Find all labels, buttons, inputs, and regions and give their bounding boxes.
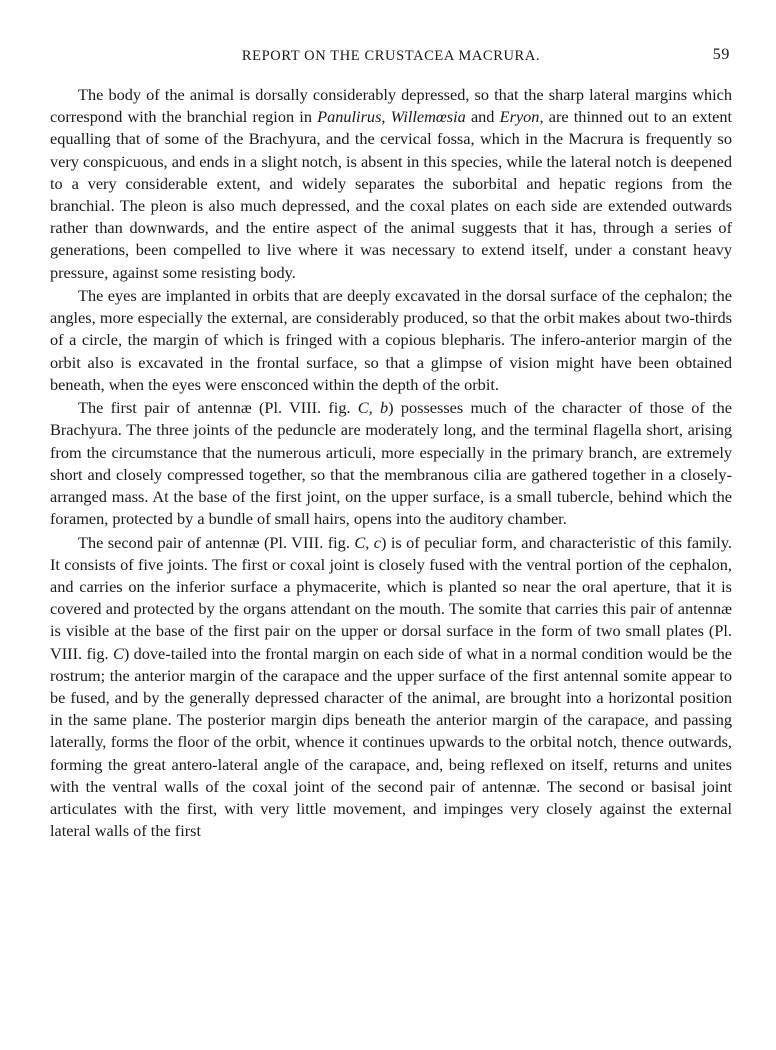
- italic-text-run: Willemœsia: [390, 107, 466, 127]
- italic-text-run: Eryon: [499, 107, 540, 127]
- book-page: [50, 36, 732, 844]
- body-text: [50, 84, 732, 842]
- italic-text-run: C: [112, 643, 124, 663]
- text-run: The first pair of antennæ (Pl. VIII. fig.: [78, 398, 358, 418]
- italic-text-run: Panulirus: [317, 107, 382, 127]
- text-run: ) dove-tailed into the frontal margin on each side of what in a normal condition would be the rostrum; the anterior margin of the carapace and the upper surface of the first antennal somite appear to be fused, and by the generally depressed character of the animal, are brought into a horizontal position in the same plane. The posterior margin dips beneath the anterior margin of the carapace, and passing laterally, forms the floor of the orbit, whence it continues upwards to the orbital notch, thence outwards, forming the great antero-lateral angle of the carapace, and, being reflexed on itself, returns and unites with the ventral walls of the coxal joint of the second pair of antennæ. The second or basisal joint articulates with the first, with very little movement, and impinges very closely against the external lateral walls of the first: [50, 643, 733, 841]
- paragraph-second-antennae: [50, 532, 732, 843]
- running-title: REPORT ON THE CRUSTACEA MACRURA.: [241, 48, 541, 64]
- paragraph-eyes: [50, 285, 732, 396]
- paragraph-first-antennae: [50, 397, 732, 530]
- page-number: 59: [712, 46, 730, 63]
- running-header: [50, 36, 732, 62]
- text-run: The eyes are implanted in orbits that are deeply excavated in the dorsal surface of the cephalon; the angles, more especially the external, are considerably produced, so that the orbit makes about two-thirds of a circle, the margin of which is fringed with a copious blepharis. The infero-anterior margin of the orbit also is excavated in the frontal surface, so that a glimpse of vision might have been obtained beneath, when the eyes were ensconced within the depth of the orbit.: [50, 286, 732, 394]
- text-run: , are thinned out to an extent equalling that of some of the Brachyura, and the cervical fossa, which in the Macrura is frequently so very conspicuous, and ends in a slight notch, is absent in this species, while the lateral notch is deepened to a very considerable extent, and widely separates the suborbital and hepatic regions from the branchial. The pleon is also much depressed, and the coxal plates on each side are extended outwards rather than downwards, and the entire aspect of the animal suggests that it has, through a series of generations, been compelled to live where it was necessary to extend itself, under a constant heavy pressure, against some resisting body.: [50, 107, 733, 282]
- italic-text-run: C, b: [357, 398, 389, 418]
- text-run: ,: [381, 107, 391, 127]
- text-run: The body of the animal is dorsally considerably depressed, so that the sharp lateral margins which correspond with the branchial region in: [50, 85, 732, 127]
- paragraph-body-depression: [50, 84, 732, 284]
- italic-text-run: C, c: [354, 532, 381, 552]
- text-run: ) possesses much of the character of those of the Brachyura. The three joints of the peduncle are moderately long, and the terminal flagella short, arising from the circumstance that the numerous articuli, more especially in the primary branch, are extremely short and closely compressed together, so that the membranous cilia are gathered together in a closely-arranged mass. At the base of the first joint, on the upper surface, is a small tubercle, behind which the foramen, protected by a bundle of small hairs, opens into the auditory chamber.: [50, 398, 732, 529]
- text-run: ) is of peculiar form, and characteristic of this family. It consists of five joints. The first or coxal joint is closely fused with the ventral portion of the cephalon, and carries on the inferior surface a phymacerite, which is planted so near the oral aperture, that it is covered and protected by the organs attendant on the mouth. The somite that carries this pair of antennæ is visible at the base of the first pair on the upper or dorsal surface in the form of two small plates (Pl. VIII. fig.: [50, 532, 732, 663]
- text-run: and: [465, 107, 500, 127]
- text-run: The second pair of antennæ (Pl. VIII. fig.: [78, 532, 355, 552]
